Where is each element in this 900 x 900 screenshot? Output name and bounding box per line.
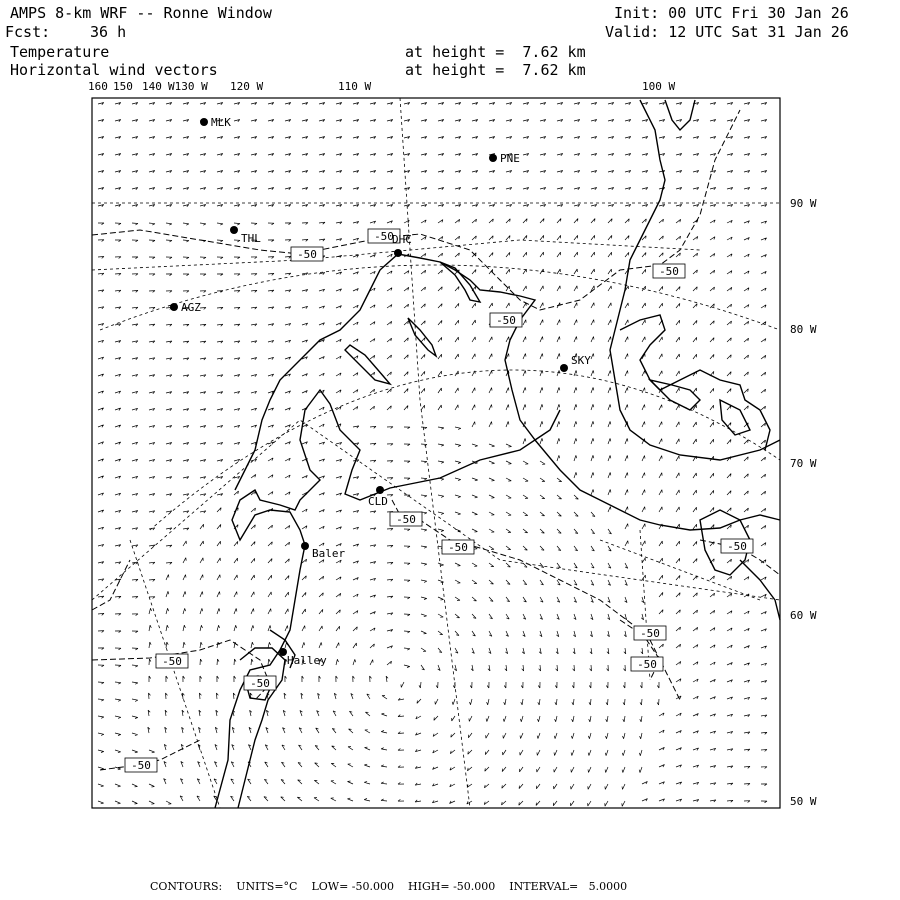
valid-time: Valid: 12 UTC Sat 31 Jan 26 [605, 23, 849, 41]
footer-interval: INTERVAL= 5.0000 [509, 880, 628, 893]
footer-contours: CONTOURS: [150, 880, 223, 893]
lat-label: 50 W [790, 795, 817, 808]
lon-label: 160 [88, 80, 108, 93]
contour-label [291, 247, 323, 261]
contour-label [721, 539, 753, 553]
temperature-contours [92, 110, 780, 770]
svg-text:-50: -50 [396, 513, 416, 526]
lon-label: 120 W [230, 80, 264, 93]
svg-text:MLK: MLK [211, 116, 231, 129]
contour-label [0, 0, 20, 3]
contour-label [442, 540, 474, 554]
wind-vector-field [98, 103, 767, 807]
wind-vectors-path [98, 103, 767, 807]
svg-text:-50: -50 [727, 540, 747, 553]
contour-label [631, 657, 663, 671]
contour-label [390, 512, 422, 526]
forecast-value: 36 h [90, 23, 127, 41]
svg-text:AGZ: AGZ [181, 301, 201, 314]
lat-label: 60 W [790, 609, 817, 622]
station-marker[interactable] [279, 648, 327, 667]
station-marker[interactable] [170, 301, 201, 314]
contour-info [150, 880, 641, 893]
lat-label: 90 W [790, 197, 817, 210]
contour-label [244, 676, 276, 690]
lon-label: 140 [142, 80, 162, 93]
station-marker[interactable] [560, 354, 591, 372]
lon-label: 150 [113, 80, 133, 93]
station-marker[interactable] [230, 226, 261, 245]
lon-label: 110 W [338, 80, 372, 93]
contour-label [490, 313, 522, 327]
lat-label: 70 W [790, 457, 817, 470]
latitude-labels [790, 197, 817, 808]
svg-text:-50: -50 [131, 759, 151, 772]
contour-label [634, 626, 666, 640]
svg-text:THL: THL [241, 232, 261, 245]
svg-text:-50: -50 [637, 658, 657, 671]
svg-text:-50: -50 [640, 627, 660, 640]
svg-text:CLD: CLD [368, 495, 388, 508]
plot-frame [92, 98, 780, 808]
footer-units: UNITS=°C [236, 880, 298, 893]
svg-text:Halley: Halley [287, 654, 327, 667]
lon-label: W130 W [168, 80, 208, 93]
field-wind: Horizontal wind vectors [10, 61, 218, 79]
svg-text:PNE: PNE [500, 152, 520, 165]
svg-text:Baler: Baler [312, 547, 346, 560]
footer-high: HIGH= -50.000 [408, 880, 496, 893]
field-temperature: Temperature [10, 43, 110, 61]
station-marker[interactable] [392, 233, 412, 257]
init-time: Init: 00 UTC Fri 30 Jan 26 [614, 4, 849, 22]
footer-low: LOW= -50.000 [311, 880, 395, 893]
height-temperature: at height = 7.62 km [405, 43, 586, 61]
svg-text:-50: -50 [162, 655, 182, 668]
svg-text:-50: -50 [374, 230, 394, 243]
svg-text:DHC: DHC [392, 233, 412, 246]
forecast-label: Fcst: [5, 23, 51, 41]
svg-text:-50: -50 [297, 248, 317, 261]
longitude-labels [88, 80, 675, 93]
lat-label: 80 W [790, 323, 817, 336]
graticule [92, 98, 780, 808]
contour-label [125, 758, 157, 772]
svg-text:SKY: SKY [571, 354, 591, 367]
map-title: AMPS 8-km WRF -- Ronne Window [10, 4, 272, 22]
svg-text:-50: -50 [250, 677, 270, 690]
contour-label [653, 264, 685, 278]
svg-text:-50: -50 [448, 541, 468, 554]
svg-text:-50: -50 [659, 265, 679, 278]
contour-label [156, 654, 188, 668]
coastline [215, 100, 780, 808]
lon-label: 100 W [642, 80, 676, 93]
station-marker[interactable] [200, 116, 231, 129]
height-wind: at height = 7.62 km [405, 61, 586, 79]
svg-text:-50: -50 [496, 314, 516, 327]
